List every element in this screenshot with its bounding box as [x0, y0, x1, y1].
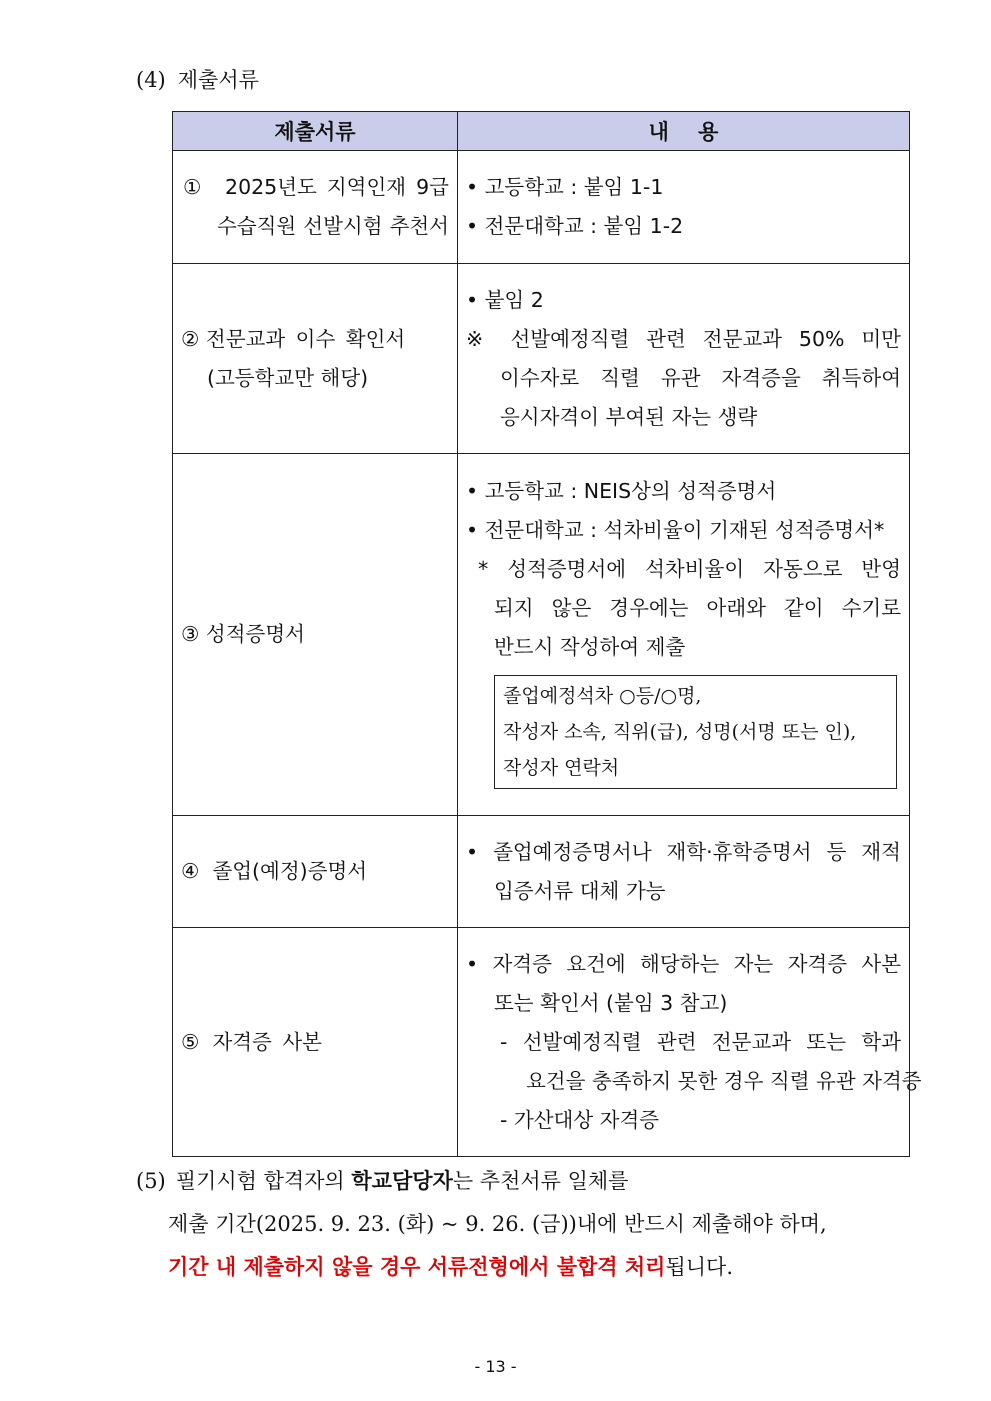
doc-name-line: (고등학교만 해당)	[207, 365, 369, 390]
table-row	[173, 151, 910, 264]
content-line: • 전문대학교 : 석차비율이 기재된 성적증명서*	[466, 518, 885, 542]
doc-name-cell	[173, 816, 458, 928]
doc-name-cell	[173, 151, 458, 264]
header-documents: 제출서류	[173, 112, 458, 151]
box-line: 작성자 연락처	[503, 757, 620, 779]
row-mark: ④	[181, 859, 200, 883]
content-line: 반드시 작성하여 제출	[494, 635, 686, 659]
school-contact-emphasis: 학교담당자	[351, 1169, 453, 1193]
row-mark: ②	[181, 326, 200, 351]
section-4-title: 제출서류	[177, 68, 259, 92]
section-5-line3-tail: 됩니다.	[665, 1255, 734, 1279]
content-line: • 고등학교 : 붙임 1-1	[466, 175, 664, 199]
submission-documents-table	[172, 111, 922, 1157]
content-line: * 성적증명서에 석차비율이 자동으로 반영	[478, 557, 901, 581]
table-row	[173, 264, 910, 454]
row-mark: ⑤	[181, 1029, 200, 1054]
doc-content-cell	[458, 454, 910, 816]
content-line: 이수자로 직렬 유관 자격증을 취득하여	[500, 365, 901, 390]
content-line: • 붙임 2	[466, 287, 544, 312]
content-line: 또는 확인서 (붙임 3 참고)	[494, 990, 728, 1015]
content-line: 되지 않은 경우에는 아래와 같이 수기로	[494, 596, 901, 620]
section-4-number: (4)	[136, 68, 166, 92]
page-number: - 13 -	[474, 1357, 517, 1376]
content-line: - 선발예정직렬 관련 전문교과 또는 학과	[500, 1029, 901, 1054]
content-line: • 전문대학교 : 붙임 1-2	[466, 214, 684, 238]
row-mark: ③	[181, 622, 200, 646]
doc-content-cell	[458, 816, 910, 928]
table-header-row	[173, 112, 910, 151]
content-line: • 졸업예정증명서나 재학·휴학증명서 등 재적	[466, 839, 901, 864]
content-line: 요건을 충족하지 못한 경우 직렬 유관 자격증	[526, 1068, 922, 1093]
content-line: • 고등학교 : NEIS상의 성적증명서	[466, 479, 777, 503]
handwritten-rank-box	[494, 675, 897, 789]
content-line: • 자격증 요건에 해당하는 자는 자격증 사본	[466, 951, 901, 976]
doc-name-line: 자격증 사본	[212, 1029, 322, 1054]
doc-name-cell	[173, 264, 458, 454]
doc-content-cell	[458, 151, 910, 264]
doc-name-cell	[173, 928, 458, 1157]
table-row	[173, 454, 910, 816]
doc-name-line: 2025년도 지역인재 9급	[225, 175, 449, 199]
rejection-warning: 기간 내 제출하지 않을 경우 서류전형에서 불합격 처리	[168, 1255, 666, 1279]
table-row	[173, 816, 910, 928]
section-4-heading	[136, 64, 259, 94]
section-5-line1-b: 는 추천서류 일체를	[452, 1169, 629, 1193]
section-5-paragraph	[136, 1160, 827, 1289]
content-line: 응시자격이 부여된 자는 생략	[500, 404, 758, 429]
header-contents: 내 용	[458, 112, 910, 151]
content-line: - 가산대상 자격증	[500, 1107, 660, 1132]
box-line: 작성자 소속, 직위(급), 성명(서명 또는 인),	[503, 721, 857, 743]
content-line: ※ 선발예정직렬 관련 전문교과 50% 미만	[466, 326, 901, 351]
submission-period-line: 제출 기간(2025. 9. 23. (화) ~ 9. 26. (금))내에 반드시 제출해야 하며,	[168, 1212, 827, 1236]
table-row	[173, 928, 910, 1157]
doc-name-line: 졸업(예정)증명서	[212, 859, 368, 883]
doc-name-cell	[173, 454, 458, 816]
doc-name-line: 전문교과 이수 확인서	[205, 326, 406, 351]
section-5-line1-a: 필기시험 합격자의	[175, 1169, 352, 1193]
doc-content-cell	[458, 264, 910, 454]
box-line: 졸업예정석차 ○등/○명,	[503, 685, 702, 707]
doc-name-line: 수습직원 선발시험 추천서	[217, 214, 449, 238]
doc-name-line: 성적증명서	[205, 622, 305, 646]
row-mark: ①	[183, 175, 205, 199]
doc-content-cell	[458, 928, 922, 1157]
content-line: 입증서류 대체 가능	[494, 878, 666, 903]
section-5-number: (5)	[136, 1169, 166, 1193]
